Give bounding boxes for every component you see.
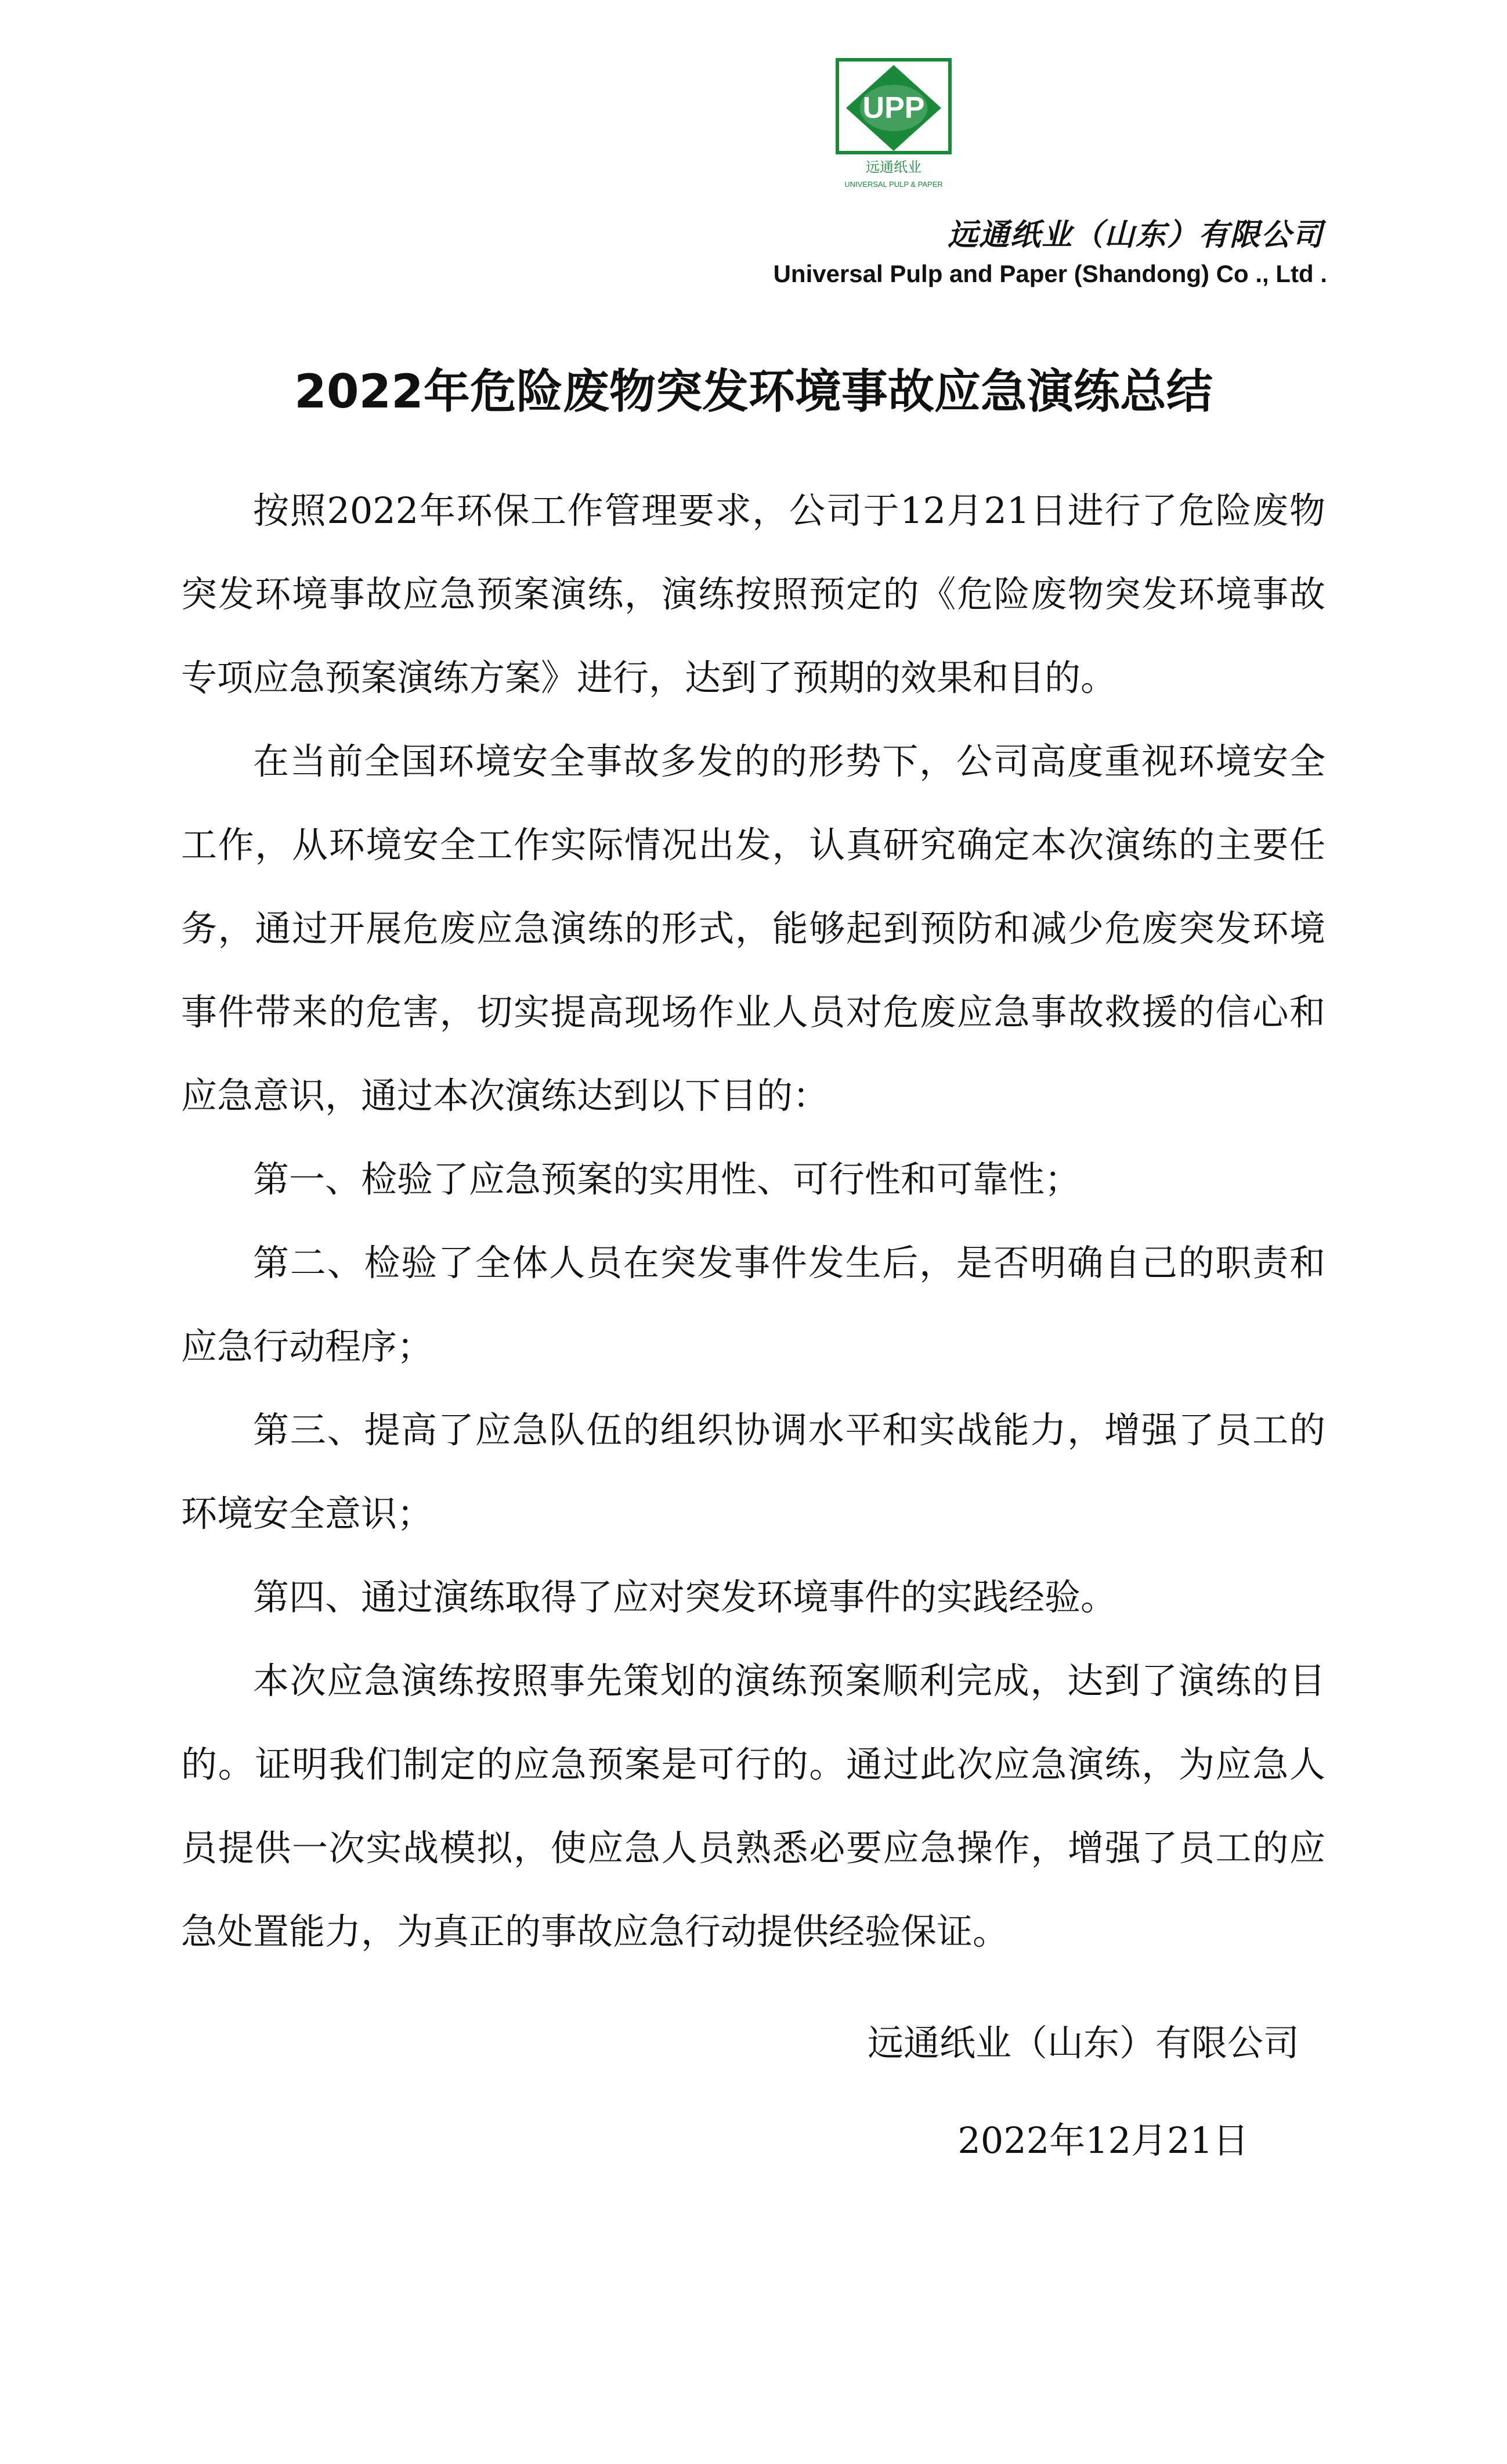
logo-mark-text: UPP bbox=[862, 91, 925, 125]
paragraph-context: 在当前全国环境安全事故多发的的形势下，公司高度重视环境安全工作，从环境安全工作实际情况出发，认真研究确定本次演练的主要任务，通过开展危废应急演练的形式，能够起到预防和减少危废突发环境事件带来的危害，切实提高现场作业人员对危废应急事故救援的信心和应急意识，通过本次演练达到以下目的： bbox=[181, 740, 1325, 1117]
paragraph-point-3: 第三、提高了应急队伍的组织协调水平和实战能力，增强了员工的环境安全意识； bbox=[181, 1409, 1325, 1535]
paragraph-point-1: 第一、检验了应急预案的实用性、可行性和可靠性； bbox=[253, 1158, 1081, 1200]
logo-cn-text: 远通纸业 bbox=[866, 159, 921, 175]
document-title: 2022年危险废物突发环境事故应急演练总结 bbox=[294, 365, 1213, 419]
document-body bbox=[181, 469, 1325, 1974]
upp-logo-icon bbox=[836, 58, 952, 192]
logo-en-text: UNIVERSAL PULP & PAPER bbox=[844, 180, 943, 189]
company-logo bbox=[836, 58, 952, 192]
company-name-en: Universal Pulp and Paper (Shandong) Co ., Ltd . bbox=[773, 260, 1327, 287]
paragraph-intro: 按照2022年环保工作管理要求，公司于12月21日进行了危险废物突发环境事故应急预案演练，演练按照预定的《危险废物突发环境事故专项应急预案演练方案》进行，达到了预期的效果和目的。 bbox=[181, 489, 1325, 699]
paragraph-point-2: 第二、检验了全体人员在突发事件发生后，是否明确自己的职责和应急行动程序； bbox=[181, 1242, 1325, 1368]
company-name-cn: 远通纸业（山东）有限公司 bbox=[947, 218, 1324, 252]
signature-company: 远通纸业（山东）有限公司 bbox=[867, 2022, 1299, 2064]
paragraph-point-4: 第四、通过演练取得了应对突发环境事件的实践经验。 bbox=[253, 1576, 1117, 1618]
signature-date: 2022年12月21日 bbox=[957, 2119, 1249, 2162]
paragraph-conclusion: 本次应急演练按照事先策划的演练预案顺利完成，达到了演练的目的。证明我们制定的应急预案是可行的。通过此次应急演练，为应急人员提供一次实战模拟，使应急人员熟悉必要应急操作，增强了员工的应急处置能力，为真正的事故应急行动提供经验保证。 bbox=[181, 1659, 1325, 1953]
